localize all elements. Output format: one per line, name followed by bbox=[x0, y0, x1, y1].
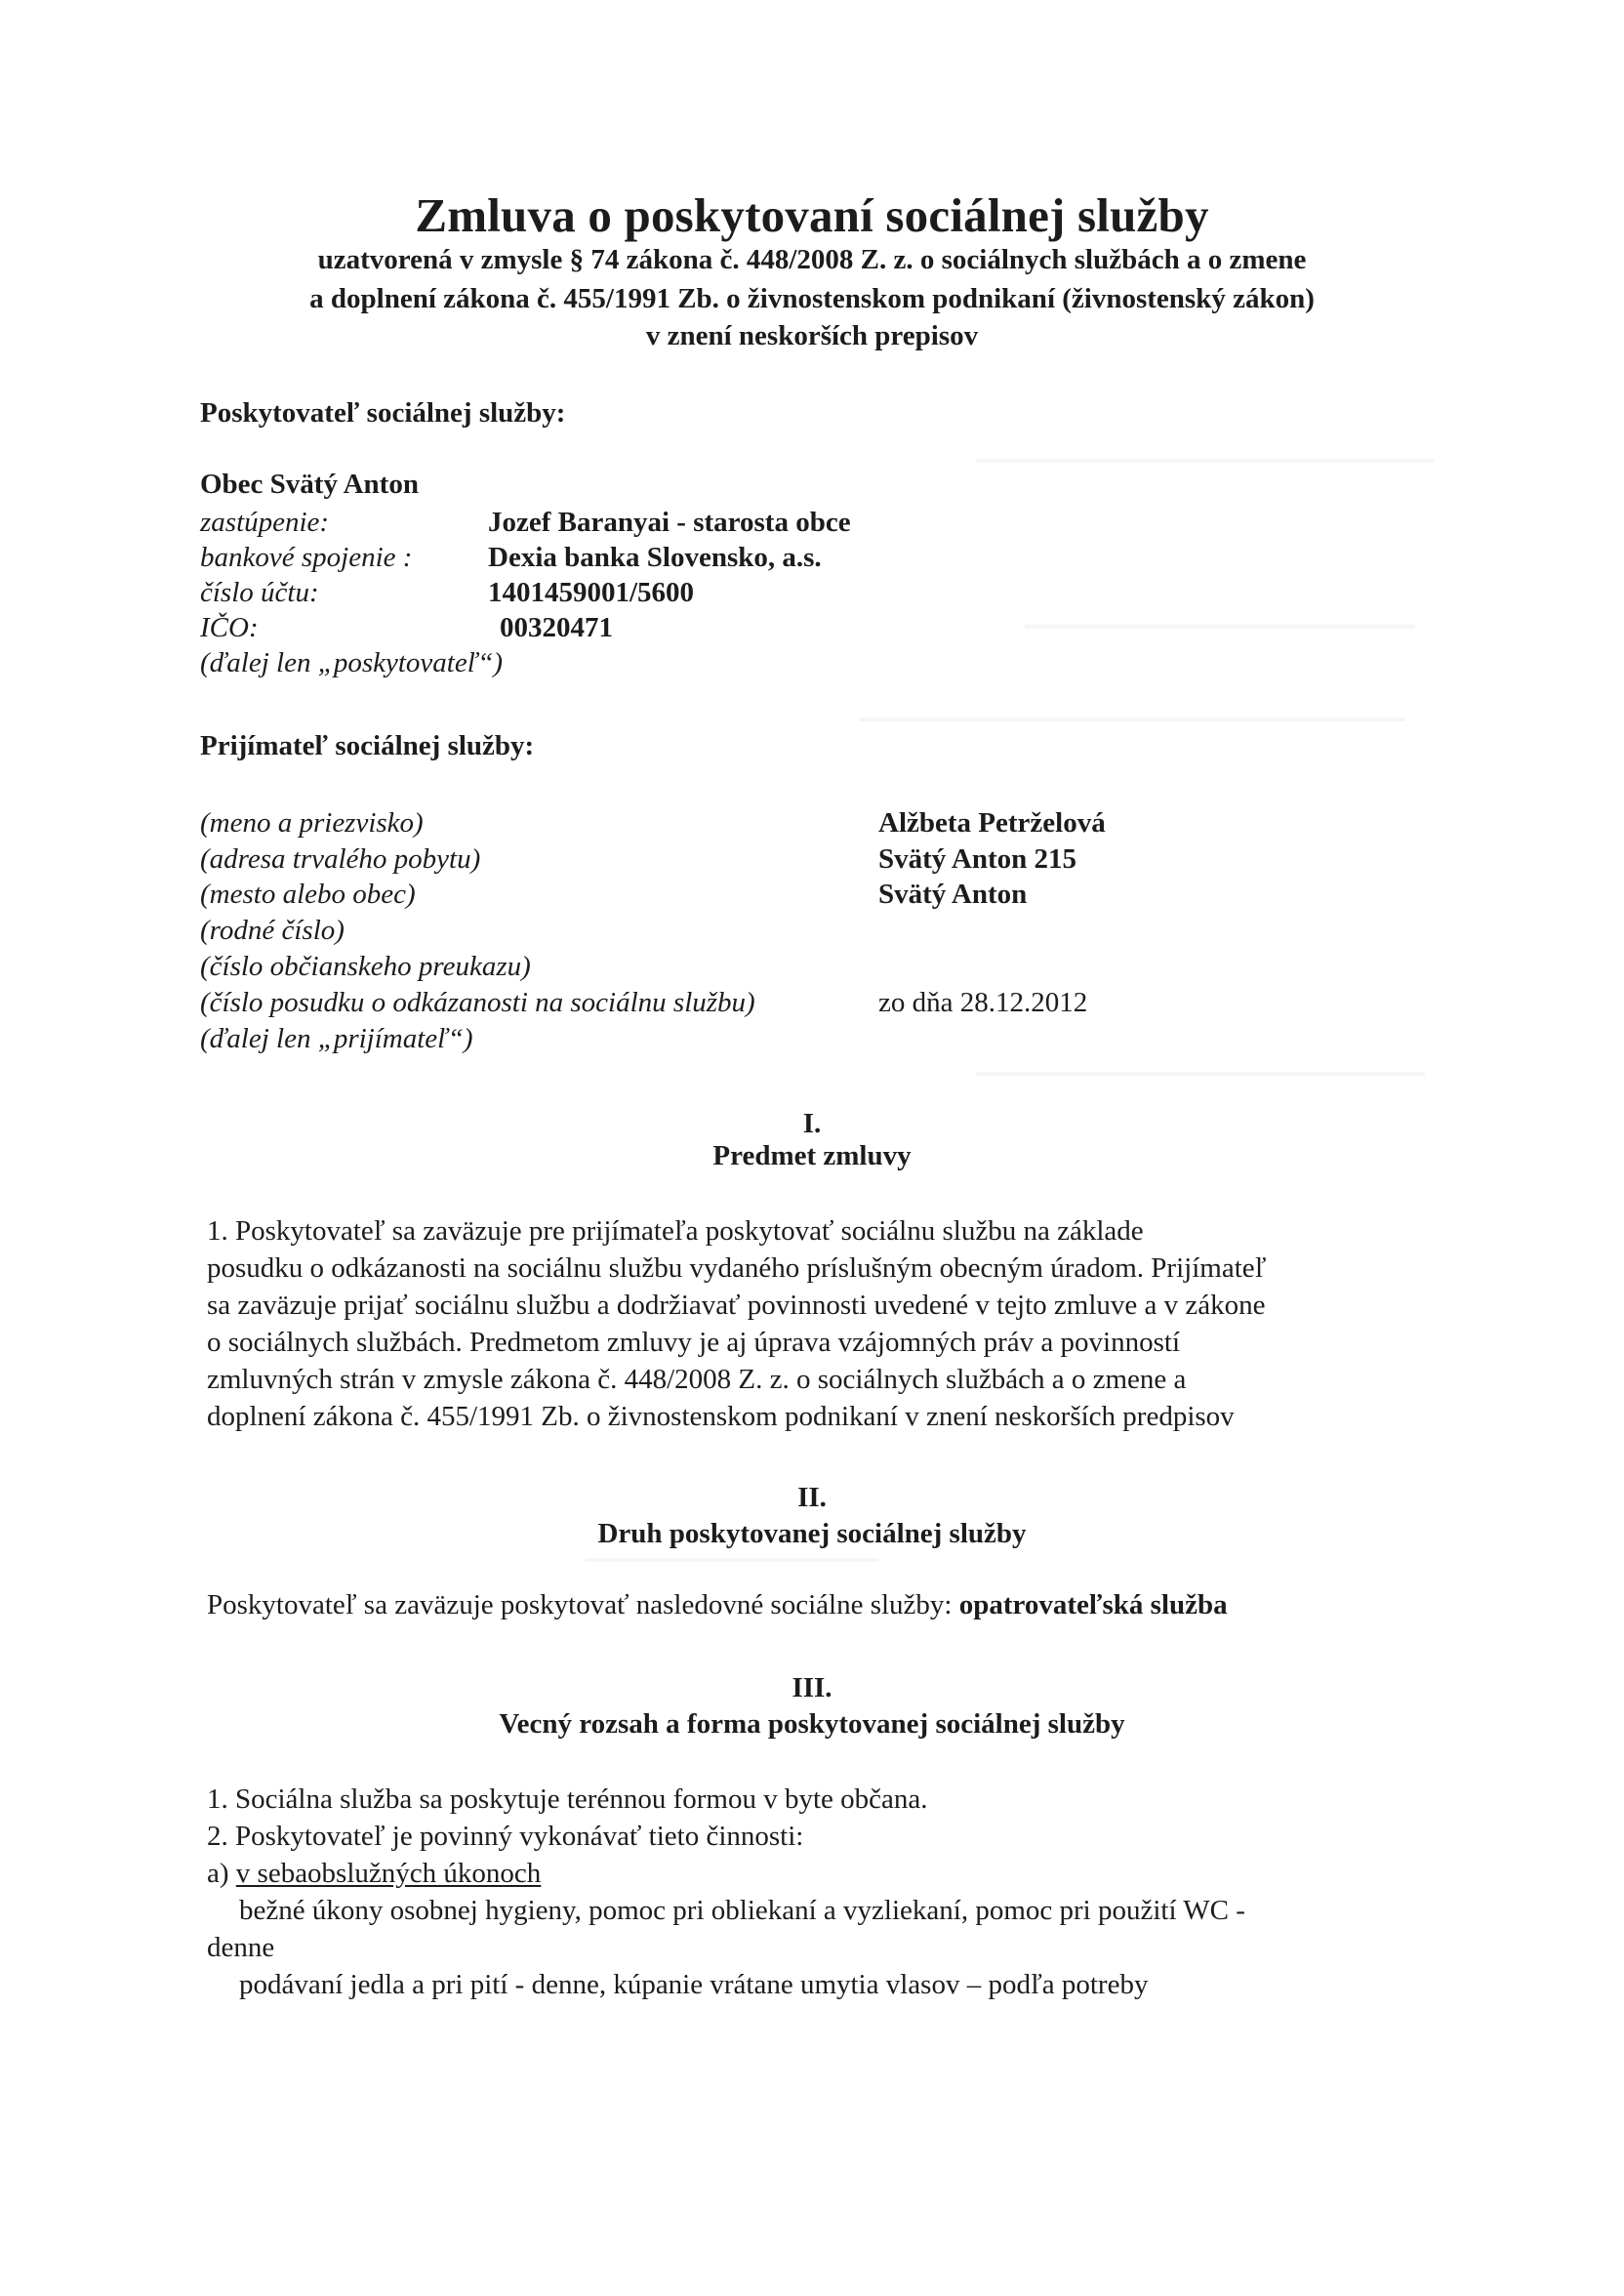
recipient-field-value: Svätý Anton bbox=[878, 879, 1028, 910]
section-number: III. bbox=[792, 1672, 832, 1703]
activity-item-line: bežné úkony osobnej hygieny, pomoc pri obliekaní a vyzliekaní, pomoc pri použití WC - bbox=[239, 1895, 1245, 1926]
section-paragraph-line: 1. Poskytovateľ sa zaväzuje pre prijímateľa poskytovať sociálnu službu na základe bbox=[207, 1215, 1144, 1247]
bleed-through-mark bbox=[976, 1072, 1425, 1076]
recipient-field-value: Svätý Anton 215 bbox=[878, 843, 1077, 875]
recipient-field-label: (meno a priezvisko) bbox=[200, 807, 424, 839]
recipient-alias: (ďalej len „prijímateľ“) bbox=[200, 1023, 473, 1054]
document-subtitle-line: v znení neskorších prepisov bbox=[645, 320, 979, 351]
activity-item-prefix: a) bbox=[207, 1858, 236, 1889]
section-paragraph-line: o sociálnych službách. Predmetom zmluvy je aj úprava vzájomných práv a povinností bbox=[207, 1327, 1181, 1358]
provider-field-value: Jozef Baranyai - starosta obce bbox=[488, 507, 851, 538]
activity-item-heading bbox=[207, 1858, 541, 1890]
bleed-through-mark bbox=[859, 718, 1405, 721]
section-title: Druh poskytovanej sociálnej služby bbox=[597, 1518, 1027, 1549]
recipient-field-label: (adresa trvalého pobytu) bbox=[200, 843, 481, 875]
provider-name: Obec Svätý Anton bbox=[200, 469, 419, 500]
recipient-field-label: (mesto alebo obec) bbox=[200, 879, 416, 910]
document-subtitle-line: uzatvorená v zmysle § 74 zákona č. 448/2008 Z. z. o sociálnych službách a o zmene bbox=[317, 244, 1307, 275]
provider-field-label: číslo účtu: bbox=[200, 577, 319, 608]
provider-heading: Poskytovateľ sociálnej služby: bbox=[200, 397, 566, 429]
section-paragraph-line: 1. Sociálna služba sa poskytuje terénnou formou v byte občana. bbox=[207, 1784, 928, 1815]
recipient-heading: Prijímateľ sociálnej služby: bbox=[200, 730, 535, 761]
recipient-field-label: (rodné číslo) bbox=[200, 915, 345, 946]
bleed-through-mark bbox=[1025, 625, 1415, 629]
activity-item-line: podávaní jedla a pri pití - denne, kúpanie vrátane umytia vlasov – podľa potreby bbox=[239, 1969, 1149, 2000]
provider-field-label: bankové spojenie : bbox=[200, 542, 413, 573]
document-subtitle-line: a doplnení zákona č. 455/1991 Zb. o živnostenskom podnikaní (živnostenský zákon) bbox=[309, 283, 1315, 314]
recipient-field-value: zo dňa 28.12.2012 bbox=[878, 987, 1088, 1018]
section-paragraph bbox=[207, 1589, 1228, 1621]
section-title: Vecný rozsah a forma poskytovanej sociálnej služby bbox=[499, 1708, 1125, 1740]
provider-field-value: Dexia banka Slovensko, a.s. bbox=[488, 542, 822, 573]
recipient-field-value: Alžbeta Petrželová bbox=[878, 807, 1106, 839]
section-number: I. bbox=[802, 1108, 822, 1139]
activity-item-title: v sebaobslužných úkonoch bbox=[235, 1858, 542, 1889]
section-title: Predmet zmluvy bbox=[712, 1140, 912, 1171]
document-title: Zmluva o poskytovaní sociálnej služby bbox=[415, 188, 1209, 242]
activity-item-line: denne bbox=[207, 1932, 275, 1963]
section-number: II. bbox=[797, 1482, 827, 1513]
bleed-through-mark bbox=[586, 1558, 878, 1562]
service-type: opatrovateľská služba bbox=[958, 1589, 1228, 1620]
recipient-field-label: (číslo občianskeho preukazu) bbox=[200, 951, 531, 982]
provider-field-value: 00320471 bbox=[500, 612, 613, 643]
recipient-field-label: (číslo posudku o odkázanosti na sociálnu službu) bbox=[200, 987, 755, 1018]
provider-field-label: IČO: bbox=[200, 612, 259, 643]
provider-alias: (ďalej len „poskytovateľ“) bbox=[200, 647, 504, 678]
section-paragraph-line: doplnení zákona č. 455/1991 Zb. o živnostenskom podnikaní v znení neskorších predpisov bbox=[207, 1401, 1235, 1432]
bleed-through-mark bbox=[976, 459, 1435, 463]
section-paragraph-line: zmluvných strán v zmysle zákona č. 448/2008 Z. z. o sociálnych službách a o zmene a bbox=[207, 1364, 1187, 1395]
provider-field-label: zastúpenie: bbox=[200, 507, 330, 538]
service-intro-text: Poskytovateľ sa zaväzuje poskytovať nasledovné sociálne služby: bbox=[207, 1589, 959, 1620]
section-paragraph-line: 2. Poskytovateľ je povinný vykonávať tieto činnosti: bbox=[207, 1821, 804, 1852]
section-paragraph-line: posudku o odkázanosti na sociálnu službu vydaného príslušným obecným úradom. Prijímateľ bbox=[207, 1252, 1267, 1284]
section-paragraph-line: sa zaväzuje prijať sociálnu službu a dodržiavať povinnosti uvedené v tejto zmluve a v zákone bbox=[207, 1290, 1266, 1321]
provider-field-value: 1401459001/5600 bbox=[488, 577, 695, 608]
